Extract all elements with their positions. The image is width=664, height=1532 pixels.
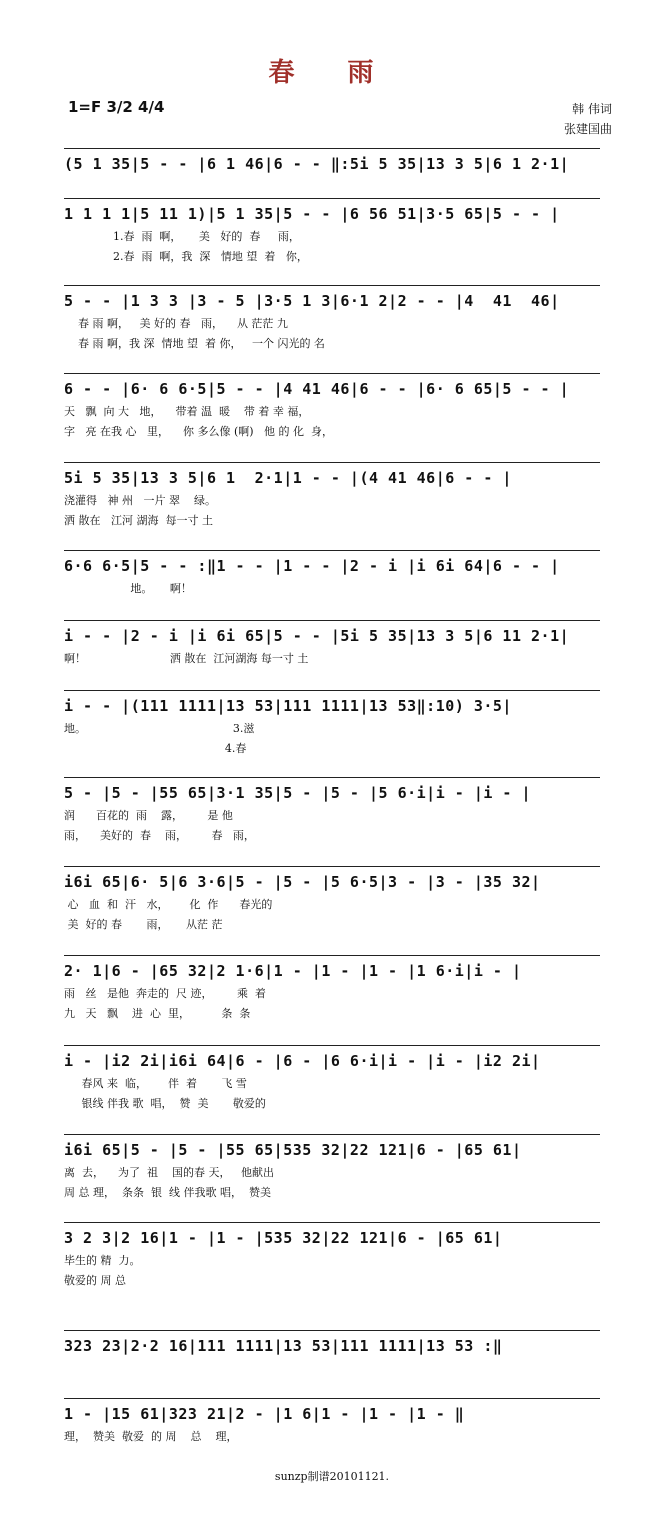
notation-line: 5i 5 35|13 3 5|6 1 2·1|1 - - |(4 41 46|6 - - |: [64, 462, 600, 491]
lyric-line: 心 血 和 汗 水， 化 作 春光的: [64, 898, 273, 911]
lyric-line: 周 总 理， 条条 银 线 伴我歌 唱， 赞美: [64, 1186, 271, 1199]
lyric-line: 润 百花的 雨 露， 是 他: [64, 809, 233, 822]
notation-line: 6 - - |6· 6 6·5|5 - - |4 41 46|6 - - |6· 6 65|5 - - |: [64, 373, 600, 402]
music-system: [64, 1222, 600, 1291]
lyric-line: 啊！ 洒 散在 江河湖海 每一寸 土: [64, 652, 309, 665]
lyric-line: 地。 3.滋: [64, 722, 255, 735]
lyric-line: 春风 来 临， 伴 着 飞 雪: [64, 1077, 247, 1090]
lyric-line: 4.春: [64, 742, 247, 755]
music-system: [64, 777, 600, 846]
notation-line: (5 1 35|5 - - |6 1 46|6 - - ‖:5i 5 35|13 3 5|6 1 2·1|: [64, 148, 600, 177]
music-system: [64, 1134, 600, 1203]
lyric-line: 洒 散在 江河 湖海 每一寸 土: [64, 514, 213, 527]
music-system: [64, 373, 600, 442]
lyric-line: 2.春 雨 啊，我 深 情地 望 着 你，: [64, 250, 308, 263]
music-system: [64, 866, 600, 935]
lyric-line: 毕生的 精 力。: [64, 1254, 141, 1267]
notation-line: 323 23|2·2 16|111 1111|13 53|111 1111|13 53 :‖: [64, 1330, 600, 1359]
lyric-line: 1.春 雨 啊， 美 好的 春 雨，: [64, 230, 300, 243]
lyric-line: 浇灌得 神 州 一片 翠 绿。: [64, 494, 216, 507]
music-system: [64, 1398, 600, 1447]
notation-line: i - - |(111 1111|13 53|111 1111|13 53‖:10) 3·5|: [64, 690, 600, 719]
lyric-line: 离 去， 为了 祖 国的春 天， 他献出: [64, 1166, 274, 1179]
lyric-line: 敬爱的 周 总: [64, 1274, 126, 1287]
music-system: [64, 620, 600, 669]
lyric-line: 美 好的 春 雨， 从茫 茫: [64, 918, 223, 931]
music-system: [64, 690, 600, 759]
lyric-line: 春 雨 啊，我 深 情地 望 着 你， 一个 闪光的 名: [64, 337, 325, 350]
lyric-line: 天 飘 向 大 地， 带着 温 暖 带 着 幸 福，: [64, 405, 310, 418]
lyric-line: 银线 伴我 歌 唱， 赞 美 敬爱的: [64, 1097, 266, 1110]
notation-line: 6·6 6·5|5 - - :‖1 - - |1 - - |2 - i |i 6i 64|6 - - |: [64, 550, 600, 579]
notation-line: i6i 65|6· 5|6 3·6|5 - |5 - |5 6·5|3 - |3 - |35 32|: [64, 866, 600, 895]
lyric-line: 春 雨 啊， 美 好的 春 雨， 从 茫茫 九: [64, 317, 288, 330]
lyric-line: 字 亮 在我 心 里， 你 多么像 (啊) 他 的 化 身，: [64, 425, 334, 438]
lyric-line: 地。 啊！: [64, 582, 192, 595]
notation-line: 3 2 3|2 16|1 - |1 - |535 32|22 121|6 - |65 61|: [64, 1222, 600, 1251]
lyric-line: 雨， 美好的 春 雨， 春 雨，: [64, 829, 255, 842]
notation-line: i6i 65|5 - |5 - |55 65|535 32|22 121|6 - |65 61|: [64, 1134, 600, 1163]
music-system: [64, 198, 600, 267]
lyric-line: 九 天 飘 进 心 里， 条 条: [64, 1007, 251, 1020]
notation-line: 5 - |5 - |55 65|3·1 35|5 - |5 - |5 6·i|i - |i - |: [64, 777, 600, 806]
lyric-line: 理， 赞美 敬爱 的 周 总 理，: [64, 1430, 238, 1443]
music-system: [64, 955, 600, 1024]
notation-line: i - |i2 2i|i6i 64|6 - |6 - |6 6·i|i - |i - |i2 2i|: [64, 1045, 600, 1074]
key-signature: 1=F 3/2 4/4: [68, 98, 165, 116]
music-system: [64, 148, 600, 177]
notation-line: 1 1 1 1|5 11 1)|5 1 35|5 - - |6 56 51|3·5 65|5 - - |: [64, 198, 600, 227]
notation-line: 2· 1|6 - |65 32|2 1·6|1 - |1 - |1 - |1 6·i|i - |: [64, 955, 600, 984]
music-system: [64, 1330, 600, 1359]
music-system: [64, 285, 600, 354]
music-system: [64, 462, 600, 531]
song-title: 春 雨: [268, 58, 396, 88]
lyric-line: 雨 丝 是他 奔走的 尺 迹， 乘 着: [64, 987, 266, 1000]
notation-line: 1 - |15 61|323 21|2 - |1 6|1 - |1 - |1 - ‖: [64, 1398, 600, 1427]
notation-line: 5 - - |1 3 3 |3 - 5 |3·5 1 3|6·1 2|2 - - |4 41 46|: [64, 285, 600, 314]
music-system: [64, 550, 600, 599]
music-system: [64, 1045, 600, 1114]
notation-line: i - - |2 - i |i 6i 65|5 - - |5i 5 35|13 3 5|6 11 2·1|: [64, 620, 600, 649]
composer-credit: 张建国曲: [563, 122, 612, 136]
footer-credit: sunzp制谱20101121.: [274, 1470, 390, 1483]
lyricist-credit: 韩 伟词: [572, 102, 612, 116]
